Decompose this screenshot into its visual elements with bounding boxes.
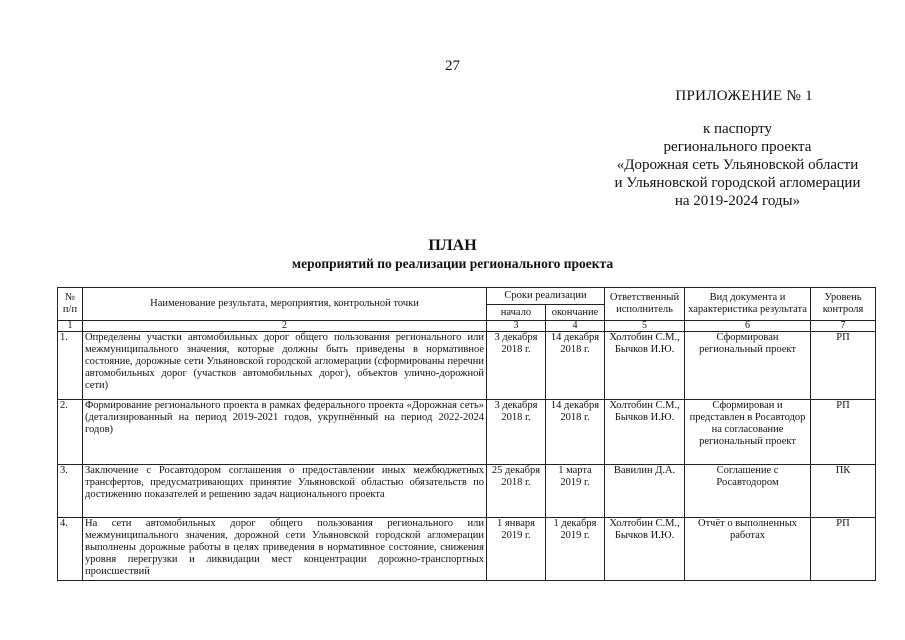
header-num: № п/п	[58, 288, 83, 321]
row-num: 2.	[58, 400, 83, 465]
row-name: Формирование регионального проекта в рамках федерального проекта «Дорожная сеть» (детализированный на период 2019-2021 годов, укрупнённый на период 2022-2024 годов)	[83, 400, 487, 465]
table-header-row	[58, 288, 876, 305]
table-row	[58, 465, 876, 518]
row-level: ПК	[811, 465, 876, 518]
column-number: 7	[811, 321, 876, 332]
row-level: РП	[811, 518, 876, 581]
table-row	[58, 332, 876, 400]
row-end: 14 декабря 2018 г.	[546, 332, 605, 400]
appendix-subtitle	[595, 120, 880, 210]
appendix-title: ПРИЛОЖЕНИЕ № 1	[675, 88, 813, 104]
row-responsible: Холтобин С.М., Бычков И.Ю.	[605, 332, 685, 400]
header-level: Уровень контроля	[811, 288, 876, 321]
row-start: 3 декабря 2018 г.	[487, 400, 546, 465]
column-number: 6	[685, 321, 811, 332]
row-end: 1 декабря 2019 г.	[546, 518, 605, 581]
column-number: 1	[58, 321, 83, 332]
row-num: 4.	[58, 518, 83, 581]
header-terms: Сроки реализации	[487, 288, 605, 305]
appendix-line: «Дорожная сеть Ульяновской области	[616, 157, 859, 173]
appendix-line: на 2019-2024 годы»	[674, 193, 801, 209]
column-numbers-row	[58, 321, 876, 332]
column-number: 3	[487, 321, 546, 332]
row-num: 3.	[58, 465, 83, 518]
plan-title: ПЛАН	[428, 237, 477, 254]
column-number: 5	[605, 321, 685, 332]
plan-subtitle: мероприятий по реализации регионального проекта	[291, 256, 614, 271]
table-row	[58, 400, 876, 465]
appendix-line: к паспорту	[702, 121, 773, 137]
header-responsible: Ответственный исполнитель	[605, 288, 685, 321]
row-doc: Соглашение с Росавтодором	[685, 465, 811, 518]
row-name: Определены участки автомобильных дорог общего пользования регионального или межмуниципального значения, которые должны быть приведены в нормативное состояние, дорожные сети Ульяновской городской агломерации (сформированы перечни автомобильных дорог (участков автомобильных дорог), объектов улично-дорожной сети)	[83, 332, 487, 400]
header-doc: Вид документа и характеристика результата	[685, 288, 811, 321]
appendix-line: и Ульяновской городской агломерации	[614, 175, 861, 191]
row-name: Заключение с Росавтодором соглашения о предоставлении иных межбюджетных трансфертов, предусматривающих принятие Ульяновской областью обязательств по достижению показателей и решению задач национального проекта	[83, 465, 487, 518]
plan-table	[57, 287, 876, 581]
row-start: 25 декабря 2018 г.	[487, 465, 546, 518]
header-end: окончание	[546, 305, 605, 321]
row-start: 1 января 2019 г.	[487, 518, 546, 581]
row-level: РП	[811, 332, 876, 400]
row-doc: Сформирован и представлен в Росавтодор на согласование региональный проект	[685, 400, 811, 465]
page-number: 27	[445, 58, 460, 74]
row-name: На сети автомобильных дорог общего пользования регионального или межмуниципального значения, дорожной сети Ульяновской городской агломерации выполнены дорожные работы в целях приведения в нормативное состояние, снижения уровня перегрузки и ликвидации мест концентрации дорожно-транспортных происшествий	[83, 518, 487, 581]
column-number: 2	[83, 321, 487, 332]
row-end: 1 марта 2019 г.	[546, 465, 605, 518]
row-num: 1.	[58, 332, 83, 400]
row-responsible: Холтобин С.М., Бычков И.Ю.	[605, 518, 685, 581]
row-level: РП	[811, 400, 876, 465]
row-start: 3 декабря 2018 г.	[487, 332, 546, 400]
appendix-line: регионального проекта	[663, 139, 812, 155]
row-doc: Сформирован региональный проект	[685, 332, 811, 400]
row-responsible: Холтобин С.М., Бычков И.Ю.	[605, 400, 685, 465]
table-row	[58, 518, 876, 581]
header-start: начало	[487, 305, 546, 321]
row-end: 14 декабря 2018 г.	[546, 400, 605, 465]
header-name: Наименование результата, мероприятия, контрольной точки	[83, 288, 487, 321]
row-responsible: Вавилин Д.А.	[605, 465, 685, 518]
row-doc: Отчёт о выполненных работах	[685, 518, 811, 581]
column-number: 4	[546, 321, 605, 332]
